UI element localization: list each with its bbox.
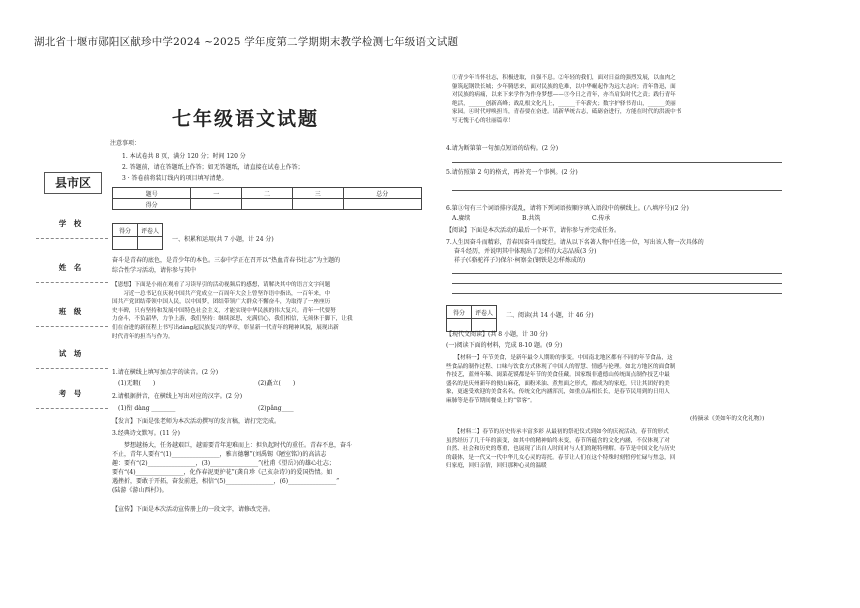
question-3-line: (陆游《游山西村》)。: [112, 487, 168, 494]
answer-line[interactable]: [452, 190, 782, 191]
right-passage: [452, 74, 792, 126]
question-3-line: 要有“(4)________________，化作春泥更护花”(龚自珍《己亥杂诗》)的爱国热情。如: [112, 469, 333, 476]
option-a: A.赓续: [452, 215, 471, 222]
table-cell: 一: [191, 188, 242, 199]
material-line: 盛名的是庆州新年的便山麻花，面粉米油、煮焦面之形式，都成为的家庭，只让其团好的美: [446, 380, 670, 387]
question-2-a: (1)衔 dàng ________: [118, 405, 176, 412]
chronicle-line: 【恩想】下面是小雨在观看了习读导引的活动视频后的感想，请解决其中的语言文字问题: [112, 282, 331, 288]
exam-header-title: 湖北省十堰市郧阳区献珍中学2024 ~2025 学年度第二学期期末教学检测七年级语文试题: [34, 36, 459, 48]
option-b: B.共筑: [522, 215, 541, 222]
exam-room-field-label: 试 场: [58, 349, 82, 358]
answer-line[interactable]: [452, 273, 782, 274]
chronicle-line: 时代青年的担当与作为。: [112, 333, 174, 340]
notes-heading: 注意事项：: [110, 140, 141, 147]
passage-line: 家园。④时代呼唤担当，青春要在奋进。请新华统古志，砥砺奋进行，方能在时代的洪流中书: [452, 109, 682, 116]
material-line: 麻肺等是春节期间餐桌上的“常客”。: [446, 397, 536, 404]
binding-divider: [36, 368, 108, 369]
section1-title: 一、积累和运用(共 7 小题，计 24 分): [172, 236, 274, 243]
grader-label: 评卷人: [472, 306, 497, 319]
material-line: 归家庭，回归亲情，回归那种心灵的温暖: [446, 463, 547, 470]
passage-line: 对民族的病痛，以来下来学作为作身梦想——③今日之青年，亦当肩负时代之责；践行青年: [452, 92, 676, 99]
chronicle-line: 力奋斗，不负韶华，力争上游，我们坚持：继续深思，充满信心，我们相信，无须休于脚下，让我: [112, 316, 353, 323]
name-field-label: 姓 名: [58, 263, 82, 272]
grader-label: 评卷人: [138, 224, 163, 237]
county-field-label: 县市区: [44, 172, 102, 194]
table-cell: 得分: [113, 199, 191, 210]
score-input[interactable]: [113, 237, 138, 250]
question-3-line: 梦想越扬大，任务越艰巨，越需要青年迎难而上：担负起时代的重任。青春不息，奋斗: [112, 442, 353, 449]
question-3-body: [112, 441, 432, 495]
question-3-line: 遇挫折，要敢于开拓，奋发前进，相信“(5)________________，(6)________________”: [112, 478, 340, 485]
answer-line[interactable]: [452, 283, 782, 284]
material-line: 自然、社会和历史的尊重，也展现了出自人时间对与人们的秘特理解。春节是中国文化与历史: [446, 446, 676, 453]
section2-score-box: [446, 305, 497, 332]
material-line: 虽然经历了几千年的演变，如其中的精神始终未变，春节所蕴含的文化内涵，不仅体现了对: [446, 437, 670, 444]
binding-divider: [36, 408, 108, 409]
section2-title: 二、阅读(共 14 小题，计 46 分): [506, 312, 594, 319]
table-cell: 题号: [113, 188, 191, 199]
question-7-line: 7.人生因奋斗而精彩，青春因奋斗而绽烂。请从以下名著人物中任选一位，写出该人物一次具体的: [446, 239, 704, 246]
table-cell[interactable]: [191, 199, 242, 210]
question-7-line: 奋斗经历，并说明其中体现出了怎样的大志品质(3 分): [454, 248, 597, 255]
reading-part1: 【现代文阅读】(共 8 小题，计 30 分): [446, 331, 548, 338]
note-item-3: 3 · 答卷前将装订线内的项目填写清楚。: [122, 175, 228, 182]
question-7: [446, 238, 796, 265]
section1-intro-line: 综合性学习活动，请你参与其中: [112, 267, 197, 274]
question-3-line: 趣：要有“(2)________________，(3)________________”(杜甫《望岳》)的雄心壮志；: [112, 460, 335, 467]
table-cell: 总分: [343, 188, 421, 199]
question-7-line: 祥子(《骆驼祥子》)保尔·柯察金(钢铁是怎样炼成的): [454, 257, 586, 264]
question-3-line: 不止，青年人要有“(1)________________，雅言德馨”(刘禹锡《陋室铭》)的高洁志: [112, 451, 327, 458]
passage-line: 绝活，______创新高峰；战乱根文化凡上，______千年薪火；数字护驿书青山，______美丽: [452, 100, 676, 107]
answer-line[interactable]: [452, 293, 782, 294]
material-2: [446, 428, 796, 471]
chronicle-block: [112, 281, 432, 341]
grader-input[interactable]: [138, 237, 163, 250]
option-c: C.传承: [592, 215, 611, 222]
table-cell: 二: [242, 188, 293, 199]
class-field-label: 班 级: [58, 307, 82, 316]
material-line: 【材料一】年节美食，是新年最令人期盼的事变。中国南北地区都有不同的年节食品，这: [446, 355, 673, 361]
table-row: [113, 199, 422, 210]
chronicle-line: 史丰碑，只有坚持和发展中国特色社会主义，才能实现中华民族的伟大复兴。青年一代要努: [112, 307, 336, 314]
chronicle-line: 习近一总书记在庆祝中国共产党成立一百周年大会上曾坚诈语中指出，一百年来，中: [112, 290, 331, 297]
binding-divider: [36, 238, 108, 239]
question-1-a: (1)无暇( ): [118, 380, 156, 387]
score-label: 得分: [447, 306, 472, 319]
reading-part1a: (一)阅读下面的材料，完成 8-10 题。(9 分): [446, 342, 563, 349]
passage-line: ①青少年当怀壮志，积极进取，自强不息。②年轻的我们，面对日益的强烈发展，以血肉之: [452, 75, 676, 81]
exam-number-field-label: 考 号: [58, 389, 82, 398]
material-line: 象，更遂受欢迎的美食名名，传统文化内涵浑沉，如重点品相长长，是春节民用到的日用人: [446, 389, 670, 396]
passage-line: 写无愧于心的壮丽篇章！: [452, 117, 514, 124]
question-5: 5.请仿照第 2 句的格式，再补充一个事例。(2 分): [446, 169, 578, 176]
answer-line[interactable]: [452, 162, 782, 163]
material-line: 些食品的制作过程、口味与饮食方式体现了中国人的智慧、情感与伦理。如北方地区的面食制: [446, 363, 676, 370]
school-field-label: 学 校: [58, 219, 82, 228]
question-4: 4.请为断第第一句加点短语的结构。(2 分): [446, 145, 559, 152]
table-cell[interactable]: [292, 199, 343, 210]
section1-score-box: [112, 223, 163, 250]
material-line: 【材料二】春节的历史传承丰富多彩 从最初的祭祀仪式到如今的庆祝活动，春节的形式: [446, 429, 669, 435]
question-3-footer: 【宣传】下面是本次活动宣传册上的一段文字，请修改完善。: [112, 506, 275, 513]
question-1: 1.请在横线上填写加点字的读音。(2 分): [112, 369, 219, 376]
question-3-tag: 【发言】下面是张老师为本次活动撰写的发言稿，请打完完成。: [112, 418, 281, 425]
note-item-2: 2. 答题前，请在答题纸上作答；如无答题纸，请直接在试卷上作答；: [122, 164, 304, 171]
material-1: [446, 354, 796, 406]
chronicle-line: 国共产党团结带领中国人民，以中国梦，团结带领广大群众不懈奋斗，为取得了一座座历: [112, 299, 331, 306]
score-label: 得分: [113, 224, 138, 237]
material-line: 作技艺，蓝州年稀、闽菜花馍都是年节的美食佳藏。国家级非遗德山传统面点制作技艺中最: [446, 372, 670, 379]
material-line: 的载体，是一代又一代中华儿女心灵的寄托。春节让人们在这个特殊时刻暂停忙碌与焦急，回: [446, 454, 676, 461]
question-7-tag: 【阅读】下面是本次活动的最后一个环节，请你参与并完成任务。: [446, 227, 621, 234]
section1-intro-line: 奋斗是青春的底色，是青少年的本色。三泰中学正在召开以“热血青春书壮志”为主题的: [112, 257, 341, 264]
passage-line: 躯筑起钢铁长城；少年腾思来，面对民族的危难，以中华崛起作为远大志向；青年鲁迅，面: [452, 83, 676, 90]
note-item-1: 1. 本试卷共 8 页，满分 120 分；时间 120 分: [122, 153, 246, 160]
score-table: [112, 187, 422, 210]
binding-divider: [36, 282, 108, 283]
question-1-b: (2)矗立( ): [258, 380, 296, 387]
material-1-source: (持摘录《美如年的文化礼物》): [690, 416, 765, 422]
table-row: [113, 188, 422, 199]
table-cell[interactable]: [242, 199, 293, 210]
question-2-b: (2)pǎng____: [258, 405, 294, 412]
table-cell[interactable]: [343, 199, 421, 210]
question-2: 2.请根据拼音，在横线上写出对应的汉字。(2 分): [112, 393, 243, 400]
chronicle-line: 们在奋进的新征程上书写出dàng起民族复兴的华章，彰显新一代青年的精神风貌，展现出新: [112, 324, 339, 331]
binding-divider: [36, 326, 108, 327]
question-6: 6.第③句有三个词语排序混乱，请将下列词语按顺序填入语段中的横线上。(八填序号)(2 分): [446, 205, 689, 212]
question-3: 3.经典诗文默写。(11 分): [112, 430, 180, 437]
table-cell: 三: [292, 188, 343, 199]
page-title: 七年级语文试题: [172, 108, 320, 130]
